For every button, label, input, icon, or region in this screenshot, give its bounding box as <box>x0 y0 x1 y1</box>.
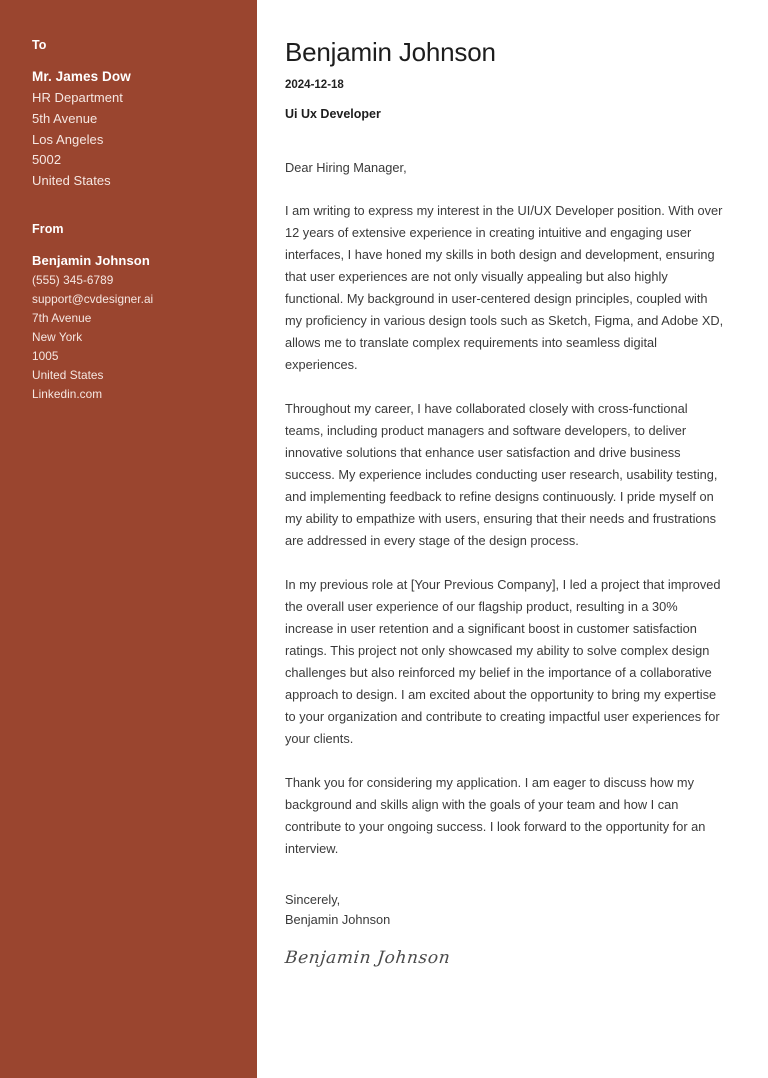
sender-line: United States <box>32 368 104 383</box>
sender-name: Benjamin Johnson <box>32 252 150 268</box>
letter-paragraph: In my previous role at [Your Previous Company], I led a project that improved the overall user experience of our flagship product, resulting in a 30% increase in user retention and a significant boost in customer satisfaction ratings. This project not only showcased my ability to solve complex design challenges but also reinforced my belief in the importance of a collaborative approach to design. I am excited about the opportunity to bring my expertise to your organization and contribute to creating impactful user experiences for your clients. <box>285 576 721 746</box>
recipient-line: Los Angeles <box>32 131 104 147</box>
sender-linkedin: Linkedin.com <box>32 387 103 402</box>
sender-line: 1005 <box>32 349 59 364</box>
recipient-block <box>32 67 257 192</box>
letter-paragraph: I am writing to express my interest in the UI/UX Developer position. With over 12 years of extensive experience in creating intuitive and engaging user interfaces, I have honed my skills in both design and development, ensuring that user experiences are not only visually appealing but also highly functional. My background in user-centered design principles, coupled with my proficiency in various design tools such as Sketch, Figma, and Adobe XD, allows me to translate complex requirements into seamless digital experiences. <box>285 202 724 372</box>
recipient-line: United States <box>32 173 111 189</box>
sender-line: New York <box>32 330 83 345</box>
page-title: Benjamin Johnson <box>285 37 496 67</box>
letter-paragraph: Throughout my career, I have collaborated closely with cross-functional teams, including product managers and software developers, to deliver innovative solutions that enhance user satisfaction and drive business success. My experience includes conducting user research, usability testing, and implementing feedback to refine designs continuously. I pride myself on my ability to empathize with users, ensuring that their needs and frustrations are addressed in every stage of the design process. <box>285 400 718 548</box>
sender-phone: (555) 345-6789 <box>32 272 114 287</box>
sidebar <box>0 0 257 1078</box>
recipient-name: Mr. James Dow <box>32 69 131 84</box>
recipient-line: HR Department <box>32 89 123 105</box>
signature: Benjamin Johnson <box>283 947 452 968</box>
sender-section <box>32 222 257 405</box>
recipient-section <box>32 38 257 192</box>
recipient-line: 5th Avenue <box>32 110 98 126</box>
letter-date: 2024-12-18 <box>285 78 344 91</box>
valediction: Sincerely, <box>285 891 341 907</box>
sender-email: support@cvdesigner.ai <box>32 291 154 306</box>
sender-line: 7th Avenue <box>32 310 92 325</box>
recipient-line: 5002 <box>32 152 62 168</box>
sender-block <box>32 252 257 405</box>
from-label: From <box>32 221 64 236</box>
job-title: Ui Ux Developer <box>285 107 381 122</box>
letter-body <box>257 0 768 1078</box>
to-label: To <box>32 38 47 52</box>
letter-paragraph: Thank you for considering my application. I am eager to discuss how my background and skills align with the goals of your team and how I can contribute to your ongoing success. I look forward to the opportunity for an interview. <box>285 774 706 856</box>
closing-block <box>285 890 728 931</box>
closing-name: Benjamin Johnson <box>285 912 391 928</box>
salutation: Dear Hiring Manager, <box>285 159 407 175</box>
